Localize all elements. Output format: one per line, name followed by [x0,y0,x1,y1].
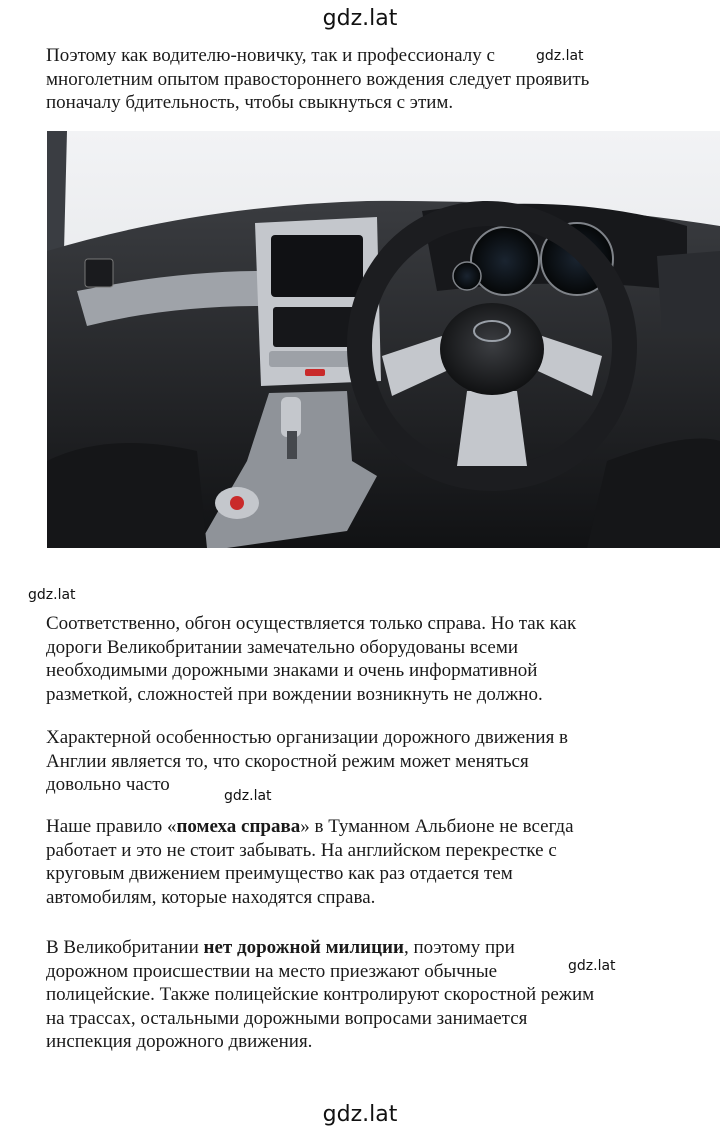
text-line: круговым движением преимущество как раз отдается тем [46,863,513,884]
watermark-inline: gdz.lat [28,587,76,603]
car-interior-illustration [47,131,720,548]
text-line: Англии является то, что скоростной режим может меняться [46,750,529,772]
text-line [46,815,646,839]
text-line: довольно часто [46,774,170,795]
watermark-header: gdz.lat [322,6,398,31]
text-line: поначалу бдительность, чтобы свыкнуться с этим. [46,92,454,113]
text-line: полицейские. Также полицейские контролируют скоростной режим [46,984,595,1005]
text-line: многолетним опытом правостороннего вождения следует проявить [46,68,590,90]
text-line: инспекция дорожного движения. [46,1031,313,1052]
paragraph-overtaking [46,612,646,706]
car-interior-photo [47,131,720,548]
text-line: Характерной особенностью организации дорожного движения в [46,727,569,748]
watermark-inline: gdz.lat [568,958,616,974]
text-line: Поэтому как водителю-новичку, так и профессионалу с [46,45,495,66]
text-run: Наше правило « [46,816,177,837]
text-line: дорожном происшествии на место приезжают обычные [46,960,498,982]
watermark-inline: gdz.lat [224,788,272,804]
bold-term: помеха справа [176,816,301,837]
text-line [46,936,646,960]
text-line: необходимыми дорожными знаками и очень информативной [46,660,538,681]
text-line: Соответственно, обгон осуществляется только справа. Но так как [46,613,577,634]
text-line: дороги Великобритании замечательно оборудованы всеми [46,636,519,658]
text-line: разметкой, сложностей при вождении возникнуть не должно. [46,683,543,705]
watermark-footer: gdz.lat [322,1102,398,1127]
bold-term: нет дорожной милиции [203,937,404,958]
text-line: работает и это не стоит забывать. На английском перекрестке с [46,839,557,861]
text-line: автомобилям, которые находятся справа. [46,886,376,908]
text-run: , поэтому при [403,937,515,958]
paragraph-right-of-way [46,815,646,909]
text-run: » в Туманном Альбионе не всегда [300,816,574,837]
paragraph-speed-limits [46,726,646,797]
paragraph-police [46,936,646,1054]
watermark-inline: gdz.lat [536,48,584,64]
text-run: В Великобритании [46,937,204,958]
text-line: на трассах, остальными дорожными вопросами занимается [46,1007,528,1029]
